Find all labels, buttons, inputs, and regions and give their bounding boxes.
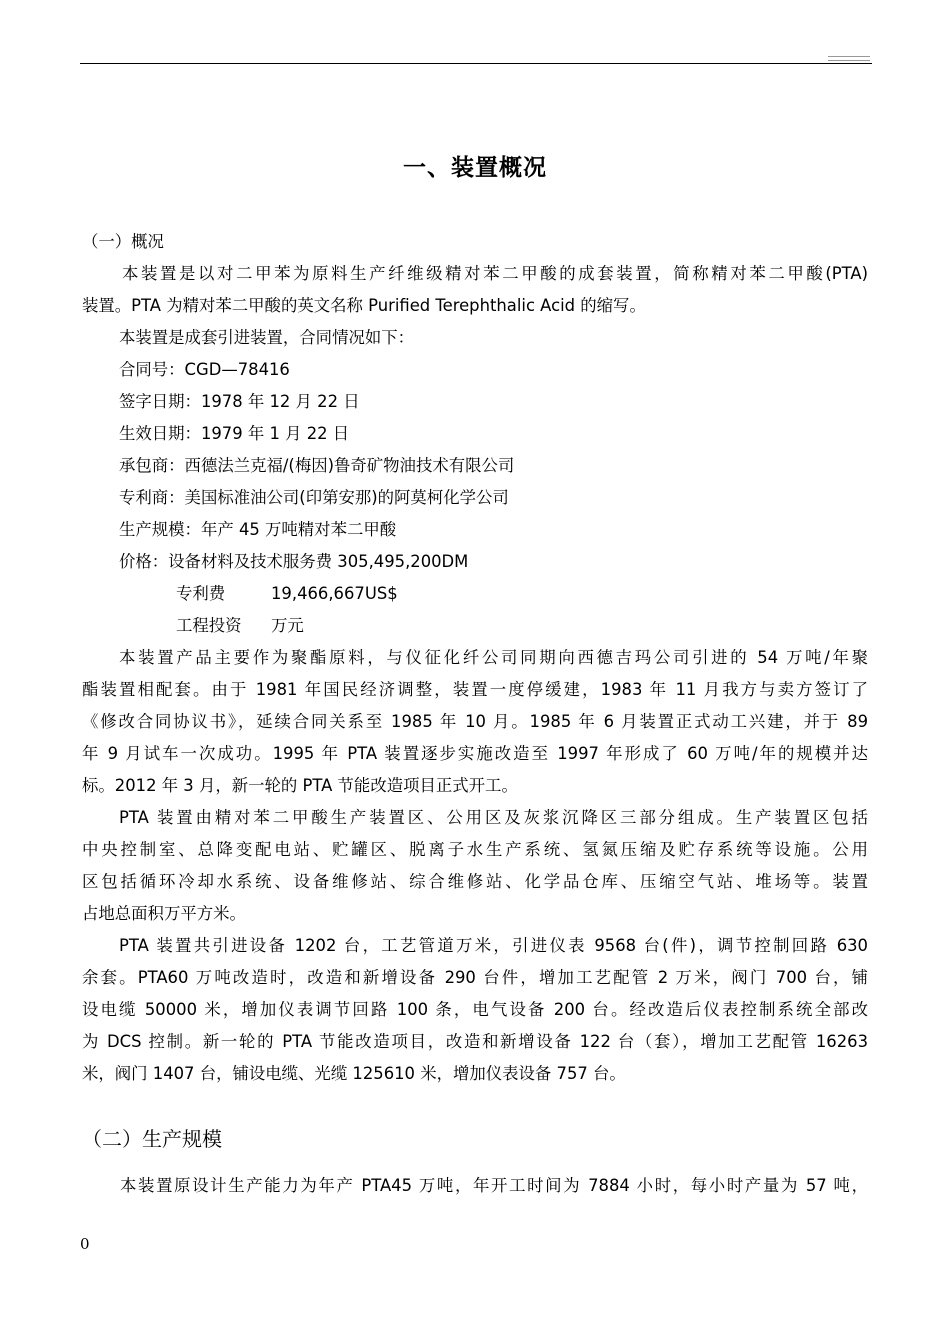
paragraph-line: PTA 装置共引进设备 1202 台，工艺管道万米，引进仪表 9568 台(件)，调节控制回路 630: [119, 936, 868, 955]
contractor: 承包商：西德法兰克福/(梅因)鲁奇矿物油技术有限公司: [119, 456, 515, 475]
section-heading: （二）生产规模: [82, 1127, 222, 1151]
paragraph-line: 本装置原设计生产能力为年产 PTA45 万吨，年开工时间为 7884 小时，每小时产量为 57 吨，: [120, 1176, 868, 1195]
section-heading: （一）概况: [82, 232, 164, 251]
contract-intro: 本装置是成套引进装置，合同情况如下：: [119, 328, 415, 347]
effective-date: 生效日期：1979 年 1 月 22 日: [119, 424, 350, 443]
paragraph-line: 为 DCS 控制。新一轮的 PTA 节能改造项目，改造和新增设备 122 台（套），增加工艺配管 16263: [82, 1032, 868, 1051]
header-mark-line: [828, 60, 870, 61]
production-scale: 生产规模：年产 45 万吨精对苯二甲酸: [119, 520, 397, 539]
paragraph-line: 酯装置相配套。由于 1981 年国民经济调整，装置一度停缓建，1983 年 11 月我方与卖方签订了: [82, 680, 868, 699]
paragraph-line: 占地总面积万平方米。: [82, 904, 246, 923]
investment-value: 万元: [271, 616, 304, 635]
paragraph-line: 装置。PTA 为精对苯二甲酸的英文名称 Purified Terephthalic Acid 的缩写。: [82, 296, 646, 315]
paragraph-line: PTA 装置由精对苯二甲酸生产装置区、公用区及灰浆沉降区三部分组成。生产装置区包括: [119, 808, 868, 827]
paragraph-line: 《修改合同协议书》，延续合同关系至 1985 年 10 月。1985 年 6 月装置正式动工兴建，并于 89: [82, 712, 868, 731]
paragraph-line: 本装置产品主要作为聚酯原料，与仪征化纤公司同期向西德吉玛公司引进的 54 万吨/年聚: [119, 648, 868, 667]
paragraph-line: 区包括循环冷却水系统、设备维修站、综合维修站、化学品仓库、压缩空气站、堆场等。装置: [82, 872, 868, 891]
paragraph-line: 中央控制室、总降变配电站、贮罐区、脱离子水生产系统、氢氮压缩及贮存系统等设施。公用: [82, 840, 868, 859]
price: 价格：设备材料及技术服务费 305,495,200DM: [119, 552, 469, 571]
investment-label: 工程投资: [176, 616, 242, 635]
paragraph-line: 余套。PTA60 万吨改造时，改造和新增设备 290 台件，增加工艺配管 2 万米，阀门 700 台，铺: [82, 968, 868, 987]
paragraph-line: 米，阀门 1407 台，铺设电缆、光缆 125610 米，增加仪表设备 757 台。: [82, 1064, 626, 1083]
paragraph-line: 设电缆 50000 米，增加仪表调节回路 100 条，电气设备 200 台。经改造后仪表控制系统全部改: [82, 1000, 868, 1019]
patentee: 专利商：美国标准油公司(印第安那)的阿莫柯化学公司: [119, 488, 509, 507]
page-number: 0: [80, 1235, 90, 1253]
sign-date: 签字日期：1978 年 12 月 22 日: [119, 392, 360, 411]
patent-fee-label: 专利费: [176, 584, 226, 603]
paragraph-line: 年 9 月试车一次成功。1995 年 PTA 装置逐步实施改造至 1997 年形成了 60 万吨/年的规模并达: [82, 744, 868, 763]
paragraph-line: 标。2012 年 3 月，新一轮的 PTA 节能改造项目正式开工。: [82, 776, 518, 795]
chapter-title: 一、装置概况: [403, 155, 547, 181]
header-rule: [80, 63, 872, 64]
patent-fee-value: 19,466,667US$: [271, 584, 398, 603]
paragraph-line: 本装置是以对二甲苯为原料生产纤维级精对苯二甲酸的成套装置，简称精对苯二甲酸(PTA): [122, 264, 868, 283]
contract-number: 合同号：CGD—78416: [119, 360, 290, 379]
header-mark-line: [828, 56, 870, 57]
